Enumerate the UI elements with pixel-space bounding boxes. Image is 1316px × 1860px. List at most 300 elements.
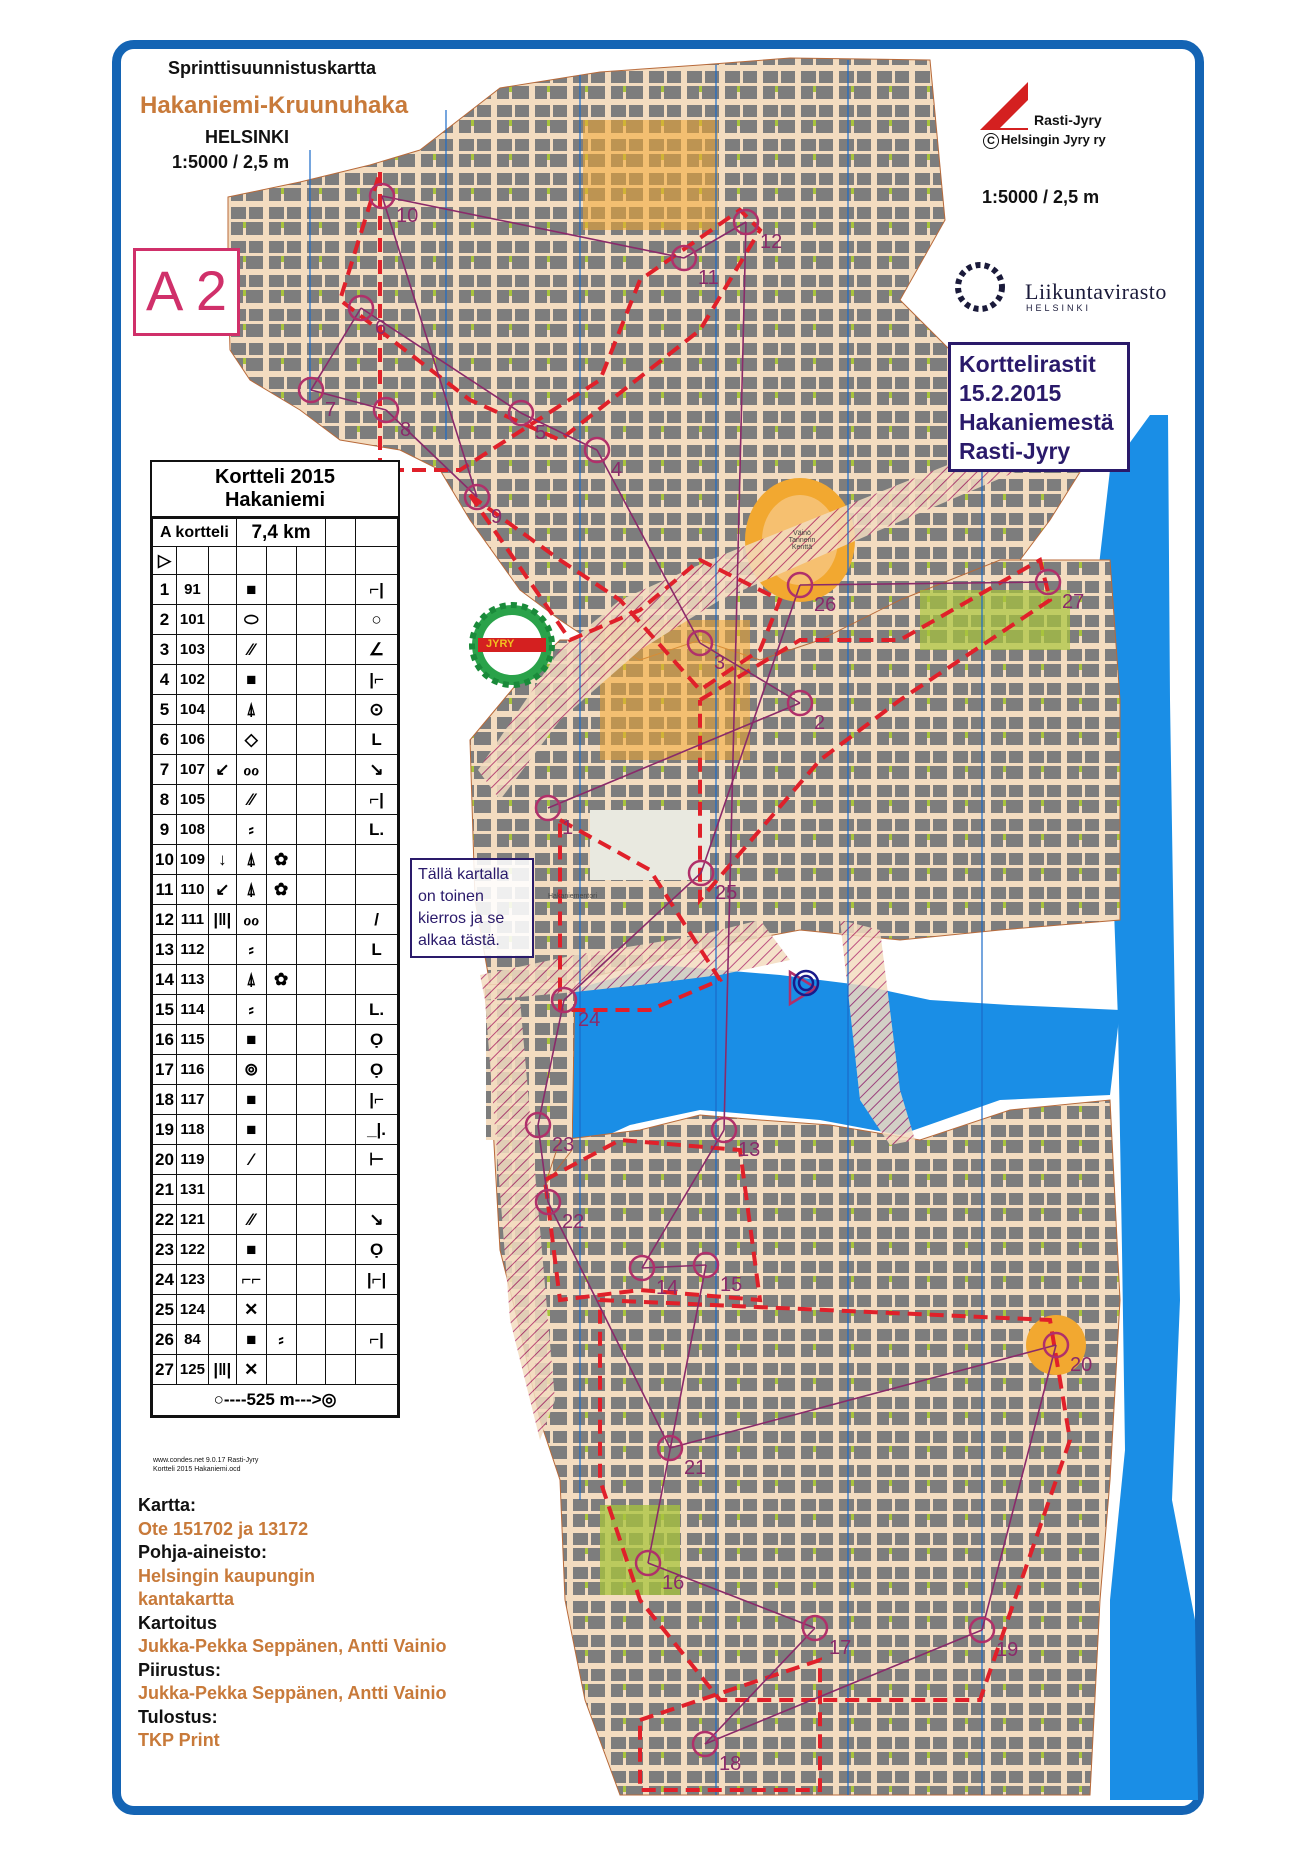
cd-row <box>153 1055 398 1085</box>
rasti-jyry-logo <box>980 82 1028 130</box>
control-number: 2 <box>814 712 826 734</box>
badge-text: JYRY <box>486 638 515 650</box>
cd-col-h <box>356 1295 398 1325</box>
cd-blank <box>266 547 296 575</box>
sponsor-name: Liikuntavirasto <box>1025 279 1167 304</box>
control-number: 1 <box>562 817 574 839</box>
control-number: 6 <box>375 317 387 339</box>
cd-col-blank <box>326 965 356 995</box>
cd-col-h: ⌐| <box>356 785 398 815</box>
cd-col-blank <box>326 905 356 935</box>
cd-col-code: 121 <box>176 1205 208 1235</box>
cd-col-code: 125 <box>176 1355 208 1385</box>
cd-header-row <box>153 519 398 547</box>
scale-left: 1:5000 / 2,5 m <box>172 152 290 172</box>
cd-col-n: 5 <box>153 695 177 725</box>
cd-start-row <box>153 547 398 575</box>
cd-col-g <box>296 905 326 935</box>
cd-col-code: 112 <box>176 935 208 965</box>
cd-row <box>153 845 398 875</box>
cd-col-n: 2 <box>153 605 177 635</box>
cd-col-c <box>208 1085 236 1115</box>
cd-col-n: 3 <box>153 635 177 665</box>
cd-col-e <box>266 1295 296 1325</box>
cd-col-h <box>356 1355 398 1385</box>
cd-col-blank <box>326 875 356 905</box>
cd-col-blank <box>326 605 356 635</box>
cd-col-e <box>266 755 296 785</box>
control-number: 10 <box>396 205 419 227</box>
cd-col-n: 6 <box>153 725 177 755</box>
cd-col-code: 109 <box>176 845 208 875</box>
cd-col-c: ↙ <box>208 755 236 785</box>
cd-blank <box>326 519 356 547</box>
cd-col-code: 122 <box>176 1235 208 1265</box>
cd-col-c <box>208 1235 236 1265</box>
note-line-4: alkaa tästä. <box>418 932 500 949</box>
control-number: 7 <box>325 399 337 421</box>
credit-value: TKP Print <box>138 1730 220 1750</box>
control-number: 3 <box>714 652 726 674</box>
cd-col-code: 91 <box>176 575 208 605</box>
cd-col-e <box>266 785 296 815</box>
cd-row <box>153 785 398 815</box>
control-number: 11 <box>698 267 719 289</box>
club-copyright: C Helsingin Jyry ry <box>983 132 1106 149</box>
cd-col-h: ∠ <box>356 635 398 665</box>
cd-col-g <box>296 1355 326 1385</box>
cd-col-blank <box>326 1295 356 1325</box>
cd-col-e <box>266 935 296 965</box>
start-symbol: ▷ <box>153 547 177 575</box>
cd-col-n: 8 <box>153 785 177 815</box>
cd-length: 7,4 km <box>236 519 326 547</box>
cd-col-d: ■ <box>236 575 266 605</box>
cd-col-blank <box>326 1055 356 1085</box>
cd-col-d: ⁄ <box>236 1145 266 1175</box>
cd-col-g <box>296 845 326 875</box>
control-number: 22 <box>562 1211 585 1233</box>
cd-col-n: 25 <box>153 1295 177 1325</box>
cd-col-blank <box>326 1265 356 1295</box>
cd-col-d: ✕ <box>236 1355 266 1385</box>
cd-col-c <box>208 1325 236 1355</box>
cd-row <box>153 605 398 635</box>
cd-col-code: 118 <box>176 1115 208 1145</box>
cd-col-e <box>266 1085 296 1115</box>
cd-col-d: ✕ <box>236 1295 266 1325</box>
cd-col-blank <box>326 1355 356 1385</box>
cd-col-d <box>236 1175 266 1205</box>
cd-col-code: 107 <box>176 755 208 785</box>
cd-col-c <box>208 1055 236 1085</box>
cd-col-blank <box>326 1205 356 1235</box>
control-number: 16 <box>662 1572 685 1594</box>
cd-col-h: Ọ <box>356 1055 398 1085</box>
cd-row <box>153 965 398 995</box>
cd-col-n: 18 <box>153 1085 177 1115</box>
cd-col-n: 21 <box>153 1175 177 1205</box>
cd-blank <box>208 547 236 575</box>
cd-col-code: 119 <box>176 1145 208 1175</box>
cd-col-h: L. <box>356 995 398 1025</box>
cd-col-g <box>296 755 326 785</box>
cd-col-n: 10 <box>153 845 177 875</box>
cd-col-d: ⁄⁄ <box>236 1205 266 1235</box>
cd-col-h: L <box>356 935 398 965</box>
cd-col-d: ℴℴ <box>236 905 266 935</box>
map-credits <box>138 1494 446 1753</box>
cd-col-e: ✿ <box>266 845 296 875</box>
cd-row <box>153 1115 398 1145</box>
cd-col-c: |‖| <box>208 905 236 935</box>
cd-col-n: 4 <box>153 665 177 695</box>
control-number: 9 <box>491 506 503 528</box>
cd-row <box>153 755 398 785</box>
control-number: 15 <box>720 1274 743 1296</box>
cd-col-blank <box>326 845 356 875</box>
cd-col-code: 108 <box>176 815 208 845</box>
map-type: Sprinttisuunnistuskartta <box>168 58 377 78</box>
city-name: HELSINKI <box>205 127 290 147</box>
cd-col-e <box>266 815 296 845</box>
cd-col-n: 15 <box>153 995 177 1025</box>
cd-course: A kortteli <box>153 519 237 547</box>
cd-title-line-1: Kortteli 2015 <box>214 466 336 488</box>
cd-col-c <box>208 575 236 605</box>
cd-blank <box>356 519 398 547</box>
control-number: 24 <box>578 1009 601 1031</box>
credit-value: Jukka-Pekka Seppänen, Antti Vainio <box>138 1683 447 1703</box>
credit-value: Ote 151702 ja 13172 <box>138 1518 309 1539</box>
cd-blank <box>296 547 326 575</box>
credit-key: Pohja-aineisto: <box>138 1542 268 1562</box>
cd-col-e: ⸗ <box>266 1325 296 1355</box>
cd-row <box>153 725 398 755</box>
cd-col-e: ✿ <box>266 875 296 905</box>
cd-col-c <box>208 695 236 725</box>
cd-col-c <box>208 1205 236 1235</box>
cd-col-code: 106 <box>176 725 208 755</box>
cd-col-e <box>266 905 296 935</box>
cd-col-blank <box>326 1085 356 1115</box>
cd-col-e <box>266 1175 296 1205</box>
cd-col-code: 102 <box>176 665 208 695</box>
cd-col-d: ⸗ <box>236 995 266 1025</box>
open-area-north <box>583 120 718 230</box>
cd-col-code: 117 <box>176 1085 208 1115</box>
credit-value: kantakartta <box>138 1589 235 1609</box>
cd-col-blank <box>326 755 356 785</box>
cd-col-d: ℴℴ <box>236 755 266 785</box>
cd-col-n: 17 <box>153 1055 177 1085</box>
control-number: 26 <box>814 594 837 616</box>
cd-col-code: 105 <box>176 785 208 815</box>
credit-key: Piirustus: <box>138 1659 222 1680</box>
cd-col-n: 24 <box>153 1265 177 1295</box>
cd-col-h: ⌐| <box>356 1325 398 1355</box>
cd-row <box>153 665 398 695</box>
control-number: 14 <box>656 1277 679 1299</box>
cd-row <box>153 695 398 725</box>
control-number: 20 <box>1070 1354 1093 1376</box>
cd-col-d: ◇ <box>236 725 266 755</box>
copyright-icon: C <box>983 133 999 149</box>
cd-col-d: ■ <box>236 1115 266 1145</box>
cd-col-d: ⸗ <box>236 815 266 845</box>
cd-col-blank <box>326 1115 356 1145</box>
cd-col-n: 22 <box>153 1205 177 1235</box>
control-number: 12 <box>760 231 783 253</box>
cd-col-g <box>296 1265 326 1295</box>
map-area-title: Hakaniemi-Kruunuhaka <box>140 92 409 119</box>
cd-col-g <box>296 665 326 695</box>
control-number: 5 <box>535 422 547 444</box>
cd-col-c <box>208 1265 236 1295</box>
cd-row <box>153 935 398 965</box>
cd-col-blank <box>326 995 356 1025</box>
cd-col-e <box>266 665 296 695</box>
cd-col-c <box>208 1295 236 1325</box>
cd-col-d: ⁄⁄ <box>236 635 266 665</box>
cd-col-h: |⌐ <box>356 665 398 695</box>
cd-title-line-2: Hakaniemi <box>224 489 326 511</box>
cd-col-blank <box>326 1235 356 1265</box>
cd-col-c <box>208 935 236 965</box>
cd-title <box>152 462 398 518</box>
cd-col-blank <box>326 635 356 665</box>
cd-col-h: / <box>356 905 398 935</box>
cd-col-e <box>266 1055 296 1085</box>
cd-col-blank <box>326 665 356 695</box>
cd-col-g <box>296 1175 326 1205</box>
cd-col-e <box>266 605 296 635</box>
cd-col-h: ↘ <box>356 1205 398 1235</box>
cd-col-h: Ọ <box>356 1025 398 1055</box>
cd-col-code: 113 <box>176 965 208 995</box>
cd-col-d: ⸗ <box>236 935 266 965</box>
cd-row <box>153 575 398 605</box>
credit-key: Kartoitus <box>138 1612 218 1633</box>
cd-col-e <box>266 1205 296 1235</box>
cd-col-code: 115 <box>176 1025 208 1055</box>
cd-col-blank <box>326 935 356 965</box>
event-line-4: Rasti-Jyry <box>959 438 1071 464</box>
square-label: Hakaniementori <box>548 893 598 900</box>
cd-col-n: 23 <box>153 1235 177 1265</box>
cd-row <box>153 1085 398 1115</box>
cd-col-e <box>266 1235 296 1265</box>
cd-table <box>152 518 398 1416</box>
class-label: A 2 <box>133 248 240 336</box>
cd-col-e <box>266 1145 296 1175</box>
event-line-1: Korttelirastit <box>959 351 1096 377</box>
club-name: Rasti-Jyry <box>1034 112 1102 128</box>
cd-col-code: 111 <box>176 905 208 935</box>
control-number: 19 <box>996 1639 1019 1661</box>
cd-col-d: ■ <box>236 665 266 695</box>
cd-col-c <box>208 1145 236 1175</box>
second-loop-note <box>410 858 534 958</box>
cd-col-g <box>296 575 326 605</box>
cd-col-h: ↘ <box>356 755 398 785</box>
note-line-2: on toinen <box>418 888 484 905</box>
control-number: 4 <box>611 459 623 481</box>
cd-col-d: ⍋ <box>236 695 266 725</box>
cd-col-n: 20 <box>153 1145 177 1175</box>
cd-row <box>153 1295 398 1325</box>
cd-col-c <box>208 665 236 695</box>
cd-col-d: ⍋ <box>236 845 266 875</box>
cd-col-n: 9 <box>153 815 177 845</box>
cd-col-g <box>296 1115 326 1145</box>
cd-col-h <box>356 965 398 995</box>
cd-col-blank <box>326 1025 356 1055</box>
cd-col-g <box>296 935 326 965</box>
software-footer <box>153 1456 258 1474</box>
cd-col-h <box>356 1175 398 1205</box>
cd-col-g <box>296 635 326 665</box>
cd-col-g <box>296 1325 326 1355</box>
cd-col-blank <box>326 785 356 815</box>
note-line-3: kierros ja se <box>418 910 505 927</box>
cd-col-c <box>208 965 236 995</box>
cd-col-h: Ọ <box>356 1235 398 1265</box>
cd-col-h: ⊢ <box>356 1145 398 1175</box>
liikuntavirasto-logo <box>958 265 1002 309</box>
control-description-sheet <box>150 460 400 1418</box>
cd-col-blank <box>326 575 356 605</box>
cd-col-code: 116 <box>176 1055 208 1085</box>
cd-finish: ○----525 m--->◎ <box>153 1385 398 1416</box>
cd-row <box>153 1265 398 1295</box>
credit-key: Tulostus: <box>138 1706 218 1727</box>
cd-row <box>153 1325 398 1355</box>
cd-row <box>153 815 398 845</box>
cd-col-g <box>296 965 326 995</box>
cd-col-g <box>296 815 326 845</box>
cd-col-d: ⊚ <box>236 1055 266 1085</box>
cd-row <box>153 635 398 665</box>
cd-col-blank <box>326 1175 356 1205</box>
cd-col-code: 110 <box>176 875 208 905</box>
control-number: 18 <box>719 1753 742 1775</box>
cd-blank <box>326 547 356 575</box>
cd-row <box>153 995 398 1025</box>
cd-blank <box>236 547 266 575</box>
control-number: 25 <box>715 882 738 904</box>
cd-col-g <box>296 1205 326 1235</box>
cd-col-e: ✿ <box>266 965 296 995</box>
cd-row <box>153 905 398 935</box>
scale-right: 1:5000 / 2,5 m <box>982 187 1100 207</box>
control-number: 17 <box>829 1637 852 1659</box>
park-east <box>920 590 1070 650</box>
cd-row <box>153 1355 398 1385</box>
cd-col-c <box>208 1175 236 1205</box>
cd-col-d: ■ <box>236 1025 266 1055</box>
cd-col-c: |‖| <box>208 1355 236 1385</box>
cd-row <box>153 1025 398 1055</box>
cd-col-code: 103 <box>176 635 208 665</box>
cd-col-code: 114 <box>176 995 208 1025</box>
cd-col-n: 1 <box>153 575 177 605</box>
cd-col-h <box>356 845 398 875</box>
cd-col-blank <box>326 1145 356 1175</box>
cd-col-h: |⌐| <box>356 1265 398 1295</box>
cd-col-n: 13 <box>153 935 177 965</box>
control-number: 21 <box>684 1457 707 1479</box>
cd-col-g <box>296 875 326 905</box>
control-number: 27 <box>1062 591 1085 613</box>
cd-col-e <box>266 1025 296 1055</box>
cd-col-n: 11 <box>153 875 177 905</box>
cd-col-n: 7 <box>153 755 177 785</box>
cd-col-n: 16 <box>153 1025 177 1055</box>
cd-col-h: L <box>356 725 398 755</box>
cd-col-g <box>296 1085 326 1115</box>
note-line-1: Tällä kartalla <box>418 866 509 883</box>
cd-col-n: 12 <box>153 905 177 935</box>
control-number: 23 <box>552 1134 575 1156</box>
cd-col-g <box>296 1055 326 1085</box>
control-number: 8 <box>400 419 412 441</box>
cd-col-code: 101 <box>176 605 208 635</box>
cd-col-n: 26 <box>153 1325 177 1355</box>
cd-col-code: 123 <box>176 1265 208 1295</box>
cd-col-g <box>296 1025 326 1055</box>
cd-col-c <box>208 635 236 665</box>
cd-col-c: ↙ <box>208 875 236 905</box>
cd-col-c <box>208 995 236 1025</box>
cd-col-c <box>208 1115 236 1145</box>
cd-col-d: ⁄⁄ <box>236 785 266 815</box>
credit-key: Kartta: <box>138 1495 197 1515</box>
cd-col-code: 104 <box>176 695 208 725</box>
cd-col-code: 124 <box>176 1295 208 1325</box>
cd-col-d: ■ <box>236 1085 266 1115</box>
cd-row <box>153 1235 398 1265</box>
cd-col-h: L. <box>356 815 398 845</box>
cd-col-g <box>296 1295 326 1325</box>
cd-col-code: 131 <box>176 1175 208 1205</box>
footer-line-2: Kortteli 2015 Hakaniemi.ocd <box>153 1466 241 1473</box>
cd-col-h: |⌐ <box>356 1085 398 1115</box>
cd-col-e <box>266 1115 296 1145</box>
cd-col-blank <box>326 815 356 845</box>
cd-col-g <box>296 695 326 725</box>
cd-col-blank <box>326 1325 356 1355</box>
cd-col-c: ↓ <box>208 845 236 875</box>
cd-col-h: ⊙ <box>356 695 398 725</box>
cd-col-g <box>296 605 326 635</box>
cd-col-h: ○ <box>356 605 398 635</box>
cd-finish-row <box>153 1385 398 1416</box>
cd-col-e <box>266 575 296 605</box>
cd-col-d: ⬭ <box>236 605 266 635</box>
cd-row <box>153 875 398 905</box>
cd-col-code: 84 <box>176 1325 208 1355</box>
cd-col-h <box>356 875 398 905</box>
cd-col-g <box>296 1235 326 1265</box>
cd-col-g <box>296 1145 326 1175</box>
cd-row <box>153 1175 398 1205</box>
cd-col-n: 14 <box>153 965 177 995</box>
control-number: 13 <box>738 1139 761 1161</box>
credit-value: Helsingin kaupungin <box>138 1565 316 1586</box>
cd-row <box>153 1205 398 1235</box>
cd-col-e <box>266 695 296 725</box>
